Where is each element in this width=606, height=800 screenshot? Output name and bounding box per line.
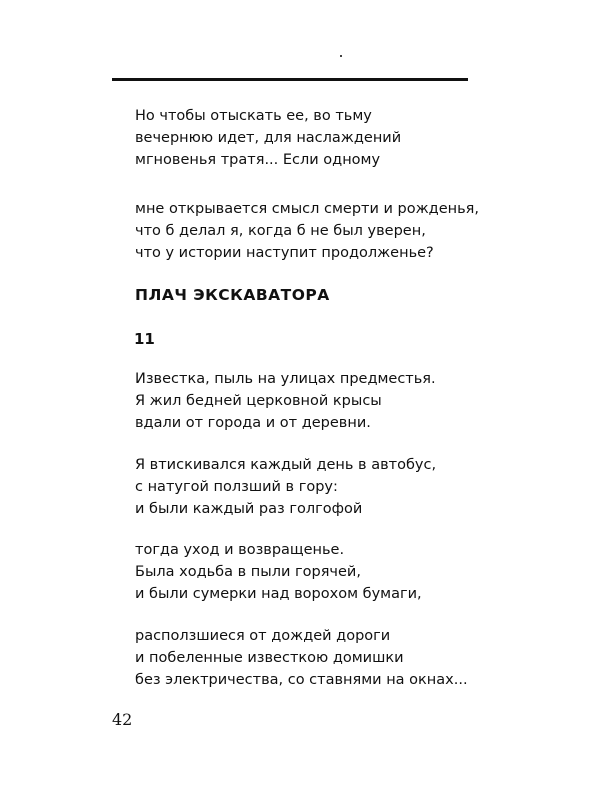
verse-line: и были каждый раз голгофой — [135, 501, 363, 517]
verse-line: без электричества, со ставнями на окнах... — [135, 672, 468, 688]
poem-stanza-4 — [135, 625, 468, 691]
verse-line: вечернюю идет, для наслаждений — [135, 130, 402, 146]
verse-line: что б делал я, когда б не был уверен, — [135, 223, 426, 239]
section-number: 11 — [134, 330, 155, 348]
verse-line: и были сумерки над ворохом бумаги, — [135, 586, 422, 602]
stanza-1 — [135, 105, 401, 171]
header-rule — [112, 78, 468, 81]
verse-line: мгновенья тратя... Если одному — [135, 152, 381, 168]
section-title: ПЛАЧ ЭКСКАВАТОРА — [135, 286, 330, 304]
verse-line: вдали от города и от деревни. — [135, 415, 371, 431]
poem-stanza-2 — [135, 454, 436, 520]
verse-line: с натугой ползший в гору: — [135, 479, 338, 495]
verse-line: Я жил бедней церковной крысы — [135, 393, 382, 409]
verse-line: что у истории наступит продолженье? — [135, 245, 434, 261]
verse-line: мне открывается смысл смерти и рожденья, — [135, 201, 479, 217]
stanza-2 — [135, 198, 479, 264]
verse-line: расползшиеся от дождей дороги — [135, 628, 391, 644]
print-speck — [340, 55, 342, 57]
verse-line: тогда уход и возвращенье. — [135, 542, 345, 558]
verse-line: и побеленные известкою домишки — [135, 650, 404, 666]
verse-line: Известка, пыль на улицах предместья. — [135, 371, 436, 387]
verse-line: Я втискивался каждый день в автобус, — [135, 457, 437, 473]
poem-stanza-3 — [135, 539, 422, 605]
page-number: 42 — [112, 710, 133, 729]
poem-stanza-1 — [135, 368, 436, 434]
verse-line: Но чтобы отыскать ее, во тьму — [135, 108, 372, 124]
verse-line: Была ходьба в пыли горячей, — [135, 564, 361, 580]
